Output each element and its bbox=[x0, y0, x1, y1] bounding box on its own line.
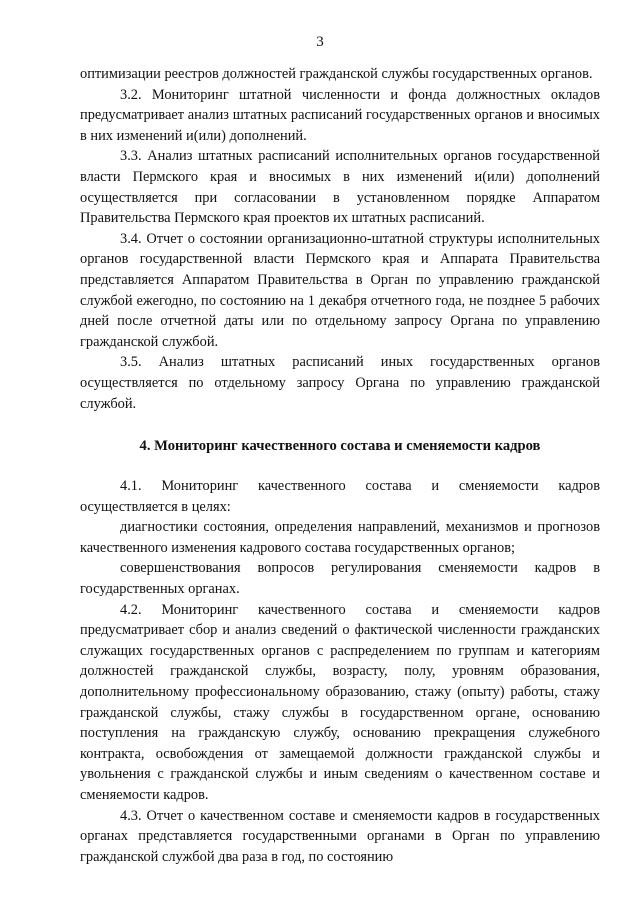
paragraph-3-2: 3.2. Мониторинг штатной численности и фонда должностных окладов предусматривает анализ штатных расписаний государственных органов и вносимых в них изменений и(или) дополнений. bbox=[80, 86, 600, 144]
paragraph-4-1-item-2: совершенствования вопросов регулирования сменяемости кадров в государственных органах. bbox=[80, 560, 600, 598]
paragraph-3-3: 3.3. Анализ штатных расписаний исполнительных органов государственной власти Пермского края и вносимых в них изменений и(или) дополнений осуществляется при согласовании в установленном порядке Аппаратом Правительства Пермского края проектов их штатных расписаний. bbox=[80, 148, 600, 227]
paragraph-4-2: 4.2. Мониторинг качественного состава и сменяемости кадров предусматривает сбор и анализ сведений о фактической численности гражданских служащих государственных органов с распределением по группам и категориям должностей гражданской службы, возрасту, полу, уровням образования, дополнительному профессиональному образованию, стажу (опыту) работы, стажу гражданской службы, стажу службы в государственном органе, основанию поступления на гражданскую службу, основанию прекращения служебного контракта, освобождения от замещаемой должности гражданской службы и увольнения с гражданской службы и иным сведениям о качественном составе и сменяемости кадров. bbox=[80, 601, 600, 803]
page-number: 3 bbox=[316, 34, 324, 50]
paragraph-3-4: 3.4. Отчет о состоянии организационно-штатной структуры исполнительных органов государственной власти Пермского края и Аппарата Правительства представляется Аппаратом Правительства в Орган по управлению гражданской службой ежегодно, по состоянию на 1 декабря отчетного года, не позднее 5 рабочих дней после отчетной даты или по отдельному запросу Органа по управлению гражданской службой. bbox=[80, 230, 600, 350]
section-heading: 4. Мониторинг качественного состава и сменяемости кадров bbox=[139, 438, 541, 455]
document-body bbox=[80, 64, 600, 867]
paragraph-4-1-item-1: диагностики состояния, определения направлений, механизмов и прогнозов качественного изменения кадрового состава государственных органов; bbox=[80, 519, 600, 556]
paragraph-4-1: 4.1. Мониторинг качественного состава и сменяемости кадров осуществляется в целях: bbox=[80, 478, 600, 515]
paragraph-continuation: оптимизации реестров должностей гражданской службы государственных органов. bbox=[80, 66, 593, 82]
paragraph-3-5: 3.5. Анализ штатных расписаний иных государственных органов осуществляется по отдельному запросу Органа по управлению гражданской службой. bbox=[80, 354, 600, 412]
paragraph-4-3: 4.3. Отчет о качественном составе и сменяемости кадров в государственных органах представляется государственными органами в Орган по управлению гражданской службой два раза в год, по состоянию bbox=[80, 807, 600, 865]
